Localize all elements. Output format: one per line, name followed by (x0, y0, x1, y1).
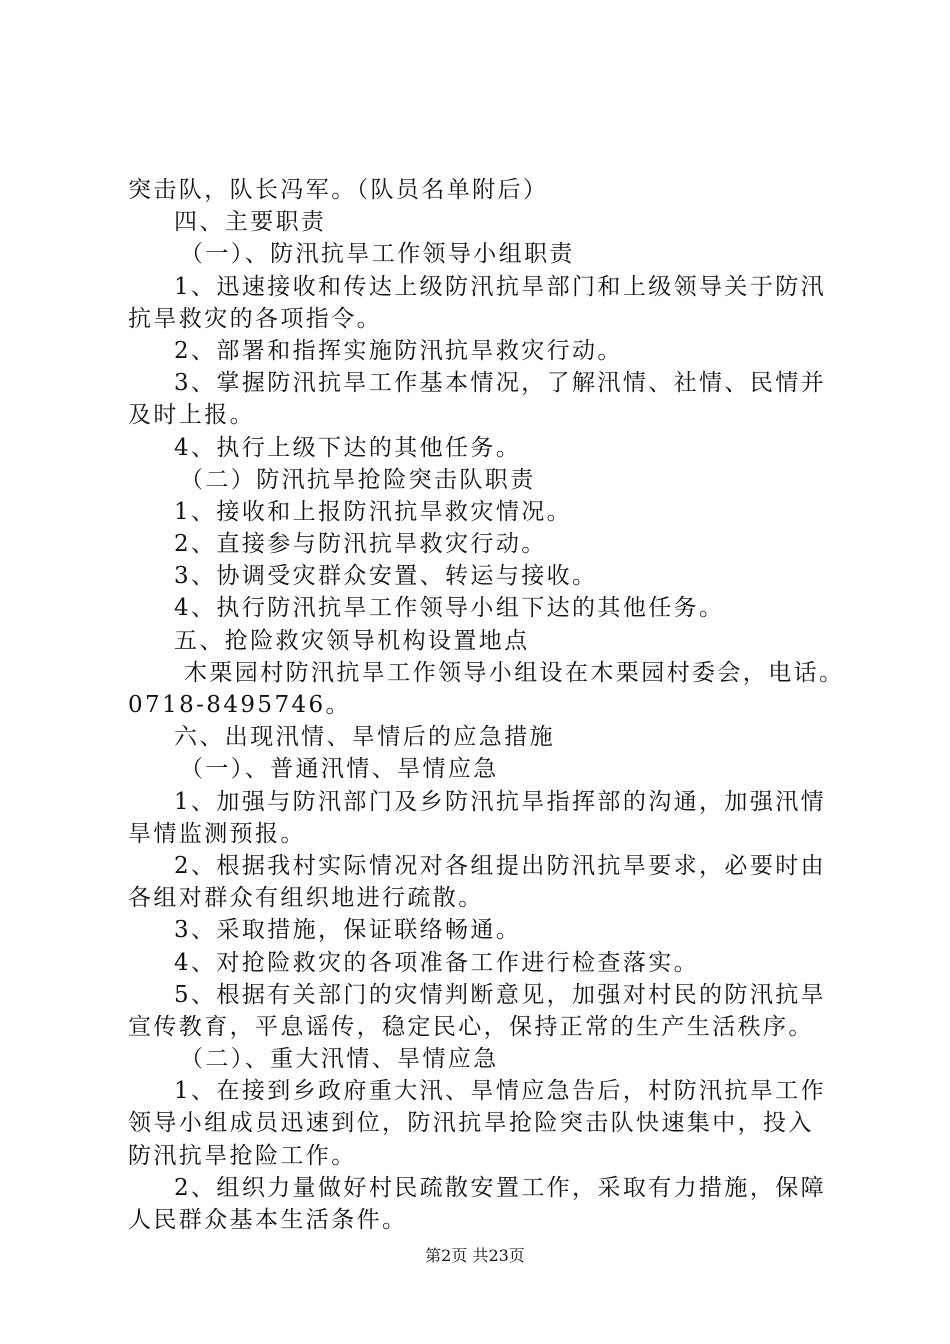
section-heading: 四、主要职责 (174, 209, 327, 236)
list-item: 3、掌握防汛抗旱工作基本情况，了解汛情、社情、民情并 (174, 370, 827, 397)
subsection-heading: （一）、普通汛情、旱情应急 (180, 756, 499, 783)
subsection-heading: （二）、重大汛情、旱情应急 (180, 1046, 499, 1073)
text-line: 防汛抗旱抢险工作。 (128, 1142, 357, 1169)
phone-number: 0718-8495746。 (128, 692, 351, 718)
list-item: 2、组织力量做好村民疏散安置工作，采取有力措施，保障 (174, 1174, 827, 1201)
text-line: 宣传教育，平息谣传，稳定民心，保持正常的生产生活秩序。 (128, 1013, 814, 1040)
list-item: 2、直接参与防汛抗旱救灾行动。 (174, 531, 547, 558)
list-item: 4、执行防汛抗旱工作领导小组下达的其他任务。 (174, 595, 725, 622)
list-item: 1、迅速接收和传达上级防汛抗旱部门和上级领导关于防汛 (174, 273, 827, 300)
subsection-heading: （一）、防汛抗旱工作领导小组职责 (180, 241, 575, 268)
list-item: 5、根据有关部门的灾情判断意见，加强对村民的防汛抗旱 (174, 981, 827, 1008)
list-item: 1、在接到乡政府重大汛、旱情应急告后，村防汛抗旱工作 (174, 1078, 827, 1105)
list-item: 3、采取措施，保证联络畅通。 (174, 917, 522, 944)
list-item: 3、协调受灾群众安置、转运与接收。 (174, 563, 598, 590)
list-item: 4、对抢险救灾的各项准备工作进行检查落实。 (174, 949, 700, 976)
text-line: 各组对群众有组织地进行疏散。 (128, 885, 484, 912)
document-body (128, 174, 858, 1236)
list-item: 1、接收和上报防汛抗旱救灾情况。 (174, 498, 573, 525)
text-line: 及时上报。 (128, 402, 255, 429)
section-heading: 五、抢险救灾领导机构设置地点 (174, 627, 530, 654)
list-item: 2、部署和指挥实施防汛抗旱救灾行动。 (174, 337, 623, 364)
page-number-footer: 第2页 共23页 (425, 1246, 525, 1265)
text-line: 木栗园村防汛抗旱工作领导小组设在木栗园村委会，电话。 (184, 659, 845, 686)
subsection-heading: （二）防汛抗旱抢险突击队职责 (180, 466, 536, 493)
text-line: 旱情监测预报。 (128, 820, 306, 847)
text-line: 抗旱救灾的各项指令。 (128, 305, 382, 332)
text-line: 突击队，队长冯军。（队员名单附后） (128, 177, 549, 203)
list-item: 4、执行上级下达的其他任务。 (174, 434, 522, 461)
text-line: 领导小组成员迅速到位，防汛抗旱抢险突击队快速集中，投入 (128, 1110, 814, 1137)
list-item: 1、加强与防汛部门及乡防汛抗旱指挥部的沟通，加强汛情 (174, 788, 827, 815)
section-heading: 六、出现汛情、旱情后的应急措施 (174, 724, 555, 751)
text-line: 人民群众基本生活条件。 (128, 1207, 408, 1233)
list-item: 2、根据我村实际情况对各组提出防汛抗旱要求，必要时由 (174, 852, 827, 879)
